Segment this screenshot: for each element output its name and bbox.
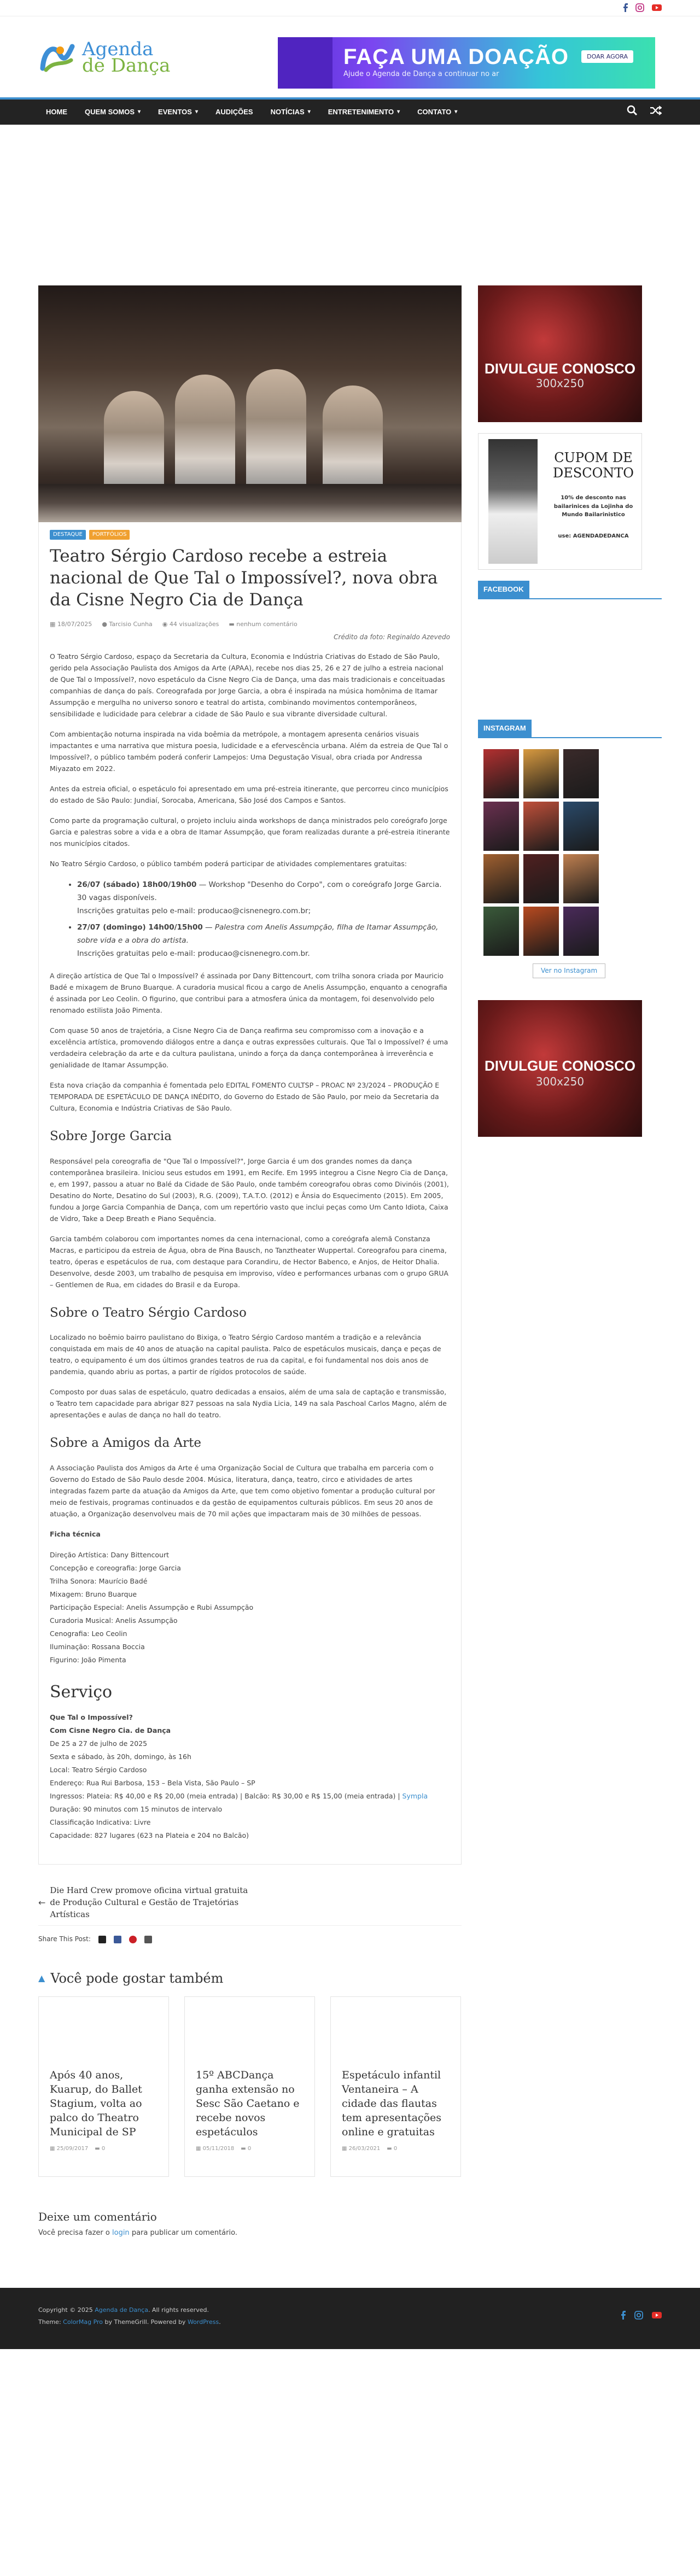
instagram-thumbnail[interactable] — [483, 802, 519, 851]
calendar-icon: ▦ 05/11/2018 — [196, 2145, 235, 2152]
post-title: Teatro Sérgio Cardoso recebe a estreia nacional de Que Tal o Impossível?, nova obra da Cisne Negro Cia de Dança — [50, 546, 438, 610]
nav-item-label: EVENTOS — [158, 107, 192, 116]
paragraph: A Associação Paulista dos Amigos da Arte é uma Organização Social de Cultura que trabalha em parceria com o Governo do Estado de São Paulo desde 2004. Música, literatura, dança, teatro, circo e atividades de artes integradas fazem parte da atuação da Amigos da Arte, que tem como objetivo fomentar a produção cultural por meio de festivais, programas continuados e da gestão de equipamentos culturais públicos. Em seus 20 anos de atuação, a Organização desenvolveu mais de 70 mil ações que impactaram mais de 30 milhões de pessoas. — [50, 1464, 435, 1518]
comment-icon: ▬ 0 — [387, 2145, 398, 2152]
related-post-meta — [196, 2145, 304, 2153]
paragraph: Responsável pela coreografia de "Que Tal o Impossível?", Jorge Garcia é um dos grandes nomes da dança contemporânea brasileira. Iniciou seus estudos em 1991, em Recife. Em 1995 integrou a Cisne Negro Cia de Dança, e, em 1997, passou a atuar no Balé da Cidade de São Paulo, onde também coreografou obras como Divinóis (2001), Desatino do Norte, Desatino do Sul (2003), R.G. (2009), T.A.T.O. (2012) e Ânsia do Esquecimento (2015). Em 2005, fundou a Jorge Garcia Companhia de Dança, com um repertório vasto que inclui peças como Um Canto Idiota, Caixa de Vidro, Take a Deep Breath e Piano Sequência. — [50, 1156, 449, 1223]
category-badge[interactable]: DESTAQUE — [50, 530, 86, 540]
photo-credit: Crédito da foto: Reginaldo Azevedo — [334, 633, 450, 641]
section-heading: Sobre Jorge Garcia — [50, 1129, 172, 1144]
article-body — [50, 651, 450, 1842]
facebook-icon[interactable] — [620, 2311, 626, 2320]
paragraph: A direção artística de Que Tal o Impossível? é assinada por Dany Bittencourt, com trilha sonora criada por Mauricio Badé e mixagem de Bruno Buarque. A curadoria musical ficou a cargo de Anelis Assumpção, enquanto a cenografia é assinada por Leo Ceolin. O figurino, que contribui para a atmosfera única da montagem, foi desenvolvido pelo renomado estilista João Pimenta. — [50, 972, 447, 1015]
service-line: Sexta e sábado, às 20h, domingo, às 16h — [50, 1752, 191, 1761]
credit-line: Trilha Sonora: Maurício Badé — [50, 1577, 148, 1586]
facebook-icon[interactable] — [622, 3, 628, 12]
post-author[interactable]: ● Tarcisio Cunha — [102, 620, 152, 629]
comment-section — [38, 2209, 462, 2239]
list-item: • 27/07 (domingo) 14h00/15h00 — Palestra com Anelis Assumpção, filha de Itamar Assumpção, sobre vida e a obra do artista. Inscrições gratuitas pelo e-mail: producao@cisnenegro.com.br. — [77, 921, 450, 960]
search-icon[interactable] — [627, 105, 638, 116]
credit-line: Participação Especial: Anelis Assumpção e Rubi Assumpção — [50, 1603, 254, 1612]
x-twitter-icon[interactable] — [98, 1936, 106, 1943]
instagram-thumbnail[interactable] — [483, 907, 519, 956]
facebook-widget-title: FACEBOOK — [478, 581, 662, 599]
user-icon: ● — [102, 620, 107, 628]
top-social-links — [622, 3, 662, 12]
previous-post-link[interactable]: ← Die Hard Crew promove oficina virtual gratuita de Produção Cultural e Gestão de Trajetórias Artísticas — [38, 1885, 248, 1919]
instagram-thumbnail[interactable] — [563, 802, 599, 851]
pinterest-icon[interactable] — [129, 1936, 137, 1943]
credit-line: Mixagem: Bruno Buarque — [50, 1590, 137, 1599]
nav-item[interactable] — [409, 107, 466, 118]
site-header — [0, 16, 700, 97]
paragraph: O Teatro Sérgio Cardoso, espaço da Secretaria da Cultura, Economia e Indústria Criativas do Estado de São Paulo, gerido pela Associação Paulista dos Amigos da Arte (APAA), recebe nos dias 25, 26 e 27 de julho a estreia nacional de Que Tal o Impossível?, novo espetáculo da Cisne Negro Cia de Dança, uma das mais tradicionais e conceituadas companhias de dança do país. Coreografada por Jorge Garcia, a obra é inspirada na música homônima de Itamar Assumpção e mergulha no universo sonoro e teatral do artista, combinando movimentos contemporâneos, sensibilidade e ludicidade para celebrar a cidade de São Paulo e sua vibrante diversidade cultural. — [50, 652, 445, 719]
paragraph: Como parte da programação cultural, o projeto incluiu ainda workshops de dança ministrados pelo coreógrafo Jorge Garcia e palestras sobre a vida e a obra de Itamar Assumpção, que foram realizadas durante a pré-estreia itinerante nos municípios citados. — [50, 816, 450, 848]
category-badge[interactable]: PORTFÓLIOS — [89, 530, 130, 540]
comment-login-text: Você precisa fazer o login para publicar um comentário. — [38, 2228, 237, 2237]
banner-title: FAÇA UMA DOAÇÃO — [343, 45, 569, 69]
facebook-share-icon[interactable] — [114, 1936, 121, 1943]
footer-copyright: Copyright © 2025 Agenda de Dança. All rights reserved. Theme: ColorMag Pro by ThemeGrill. Powered by WordPress. — [38, 2306, 221, 2326]
chevron-down-icon: ▾ — [307, 109, 311, 115]
ficha-title: Ficha técnica — [50, 1530, 101, 1539]
instagram-grid — [483, 749, 662, 956]
instagram-icon[interactable] — [634, 2311, 643, 2320]
post-date[interactable]: ▦ 18/07/2025 — [50, 620, 92, 629]
site-logo[interactable] — [38, 38, 170, 77]
main-navigation — [0, 97, 700, 125]
main-area — [38, 285, 662, 2239]
nav-item-label: AUDIÇÕES — [215, 107, 253, 116]
instagram-thumbnail[interactable] — [563, 854, 599, 903]
youtube-icon[interactable] — [652, 2311, 662, 2320]
sidebar — [478, 285, 662, 2239]
wordpress-link[interactable]: WordPress — [187, 2318, 219, 2326]
paragraph: Garcia também colaborou com importantes nomes da cena internacional, como a coreógrafa alemã Constanza Macras, e participou da estreia de Água, obra de Pina Bausch, no Tanztheater Wuppertal. Coreografou para cinema, teatro, óperas e espetáculos de rua, com destaque para Corandiru, de Hector Babenco, e Anjos, de Heitor Dhalia. Desenvolve, desde 2003, um trabalho de pesquisa em improviso, vídeo e performances urbanas com o grupo GRUA – Gentlemen de Rua, em cidades do Brasil e da Europa. — [50, 1234, 448, 1289]
theme-link[interactable]: ColorMag Pro — [63, 2318, 103, 2326]
instagram-thumbnail[interactable] — [563, 749, 599, 798]
login-link[interactable]: login — [112, 2228, 130, 2237]
credit-line: Figurino: João Pimenta — [50, 1656, 126, 1664]
instagram-thumbnail[interactable] — [483, 854, 519, 903]
paragraph: Antes da estreia oficial, o espetáculo foi apresentado em uma pré-estreia itinerante, que percorreu cinco municípios do estado de São Paulo: Jundiaí, Sorocaba, Americana, São José dos Campos e Santos. — [50, 785, 448, 805]
banner-subtitle: Ajude o Agenda de Dança a continuar no ar — [343, 70, 499, 78]
logo-mark-icon — [38, 38, 77, 77]
service-line: De 25 a 27 de julho de 2025 — [50, 1739, 148, 1748]
service-line: Local: Teatro Sérgio Cardoso — [50, 1765, 147, 1774]
chevron-down-icon: ▾ — [138, 109, 141, 115]
post-comments[interactable]: ▬ nenhum comentário — [229, 620, 297, 629]
banner-graphic — [278, 37, 332, 89]
related-post-card[interactable] — [330, 1996, 461, 2177]
donate-button[interactable]: DOAR AGORA — [581, 50, 633, 63]
eye-icon: ◉ — [162, 620, 168, 628]
post-meta — [50, 620, 450, 629]
nav-item[interactable] — [262, 107, 319, 118]
credit-line: Curadoria Musical: Anelis Assumpção — [50, 1616, 178, 1625]
section-heading: Sobre o Teatro Sérgio Cardoso — [50, 1305, 247, 1320]
nav-item[interactable] — [149, 107, 207, 118]
comment-title: Deixe um comentário — [38, 2210, 157, 2223]
paragraph: Com ambientação noturna inspirada na vida boêmia da metrópole, a montagem apresenta cenários visuais impactantes e uma narrativa que mistura poesia, ludicidade e a efervescência urbana. Além da estreia de Que Tal o Impossível?, o público também poderá conferir Lampejos: Uma Degustação Visual, obra criada por Andressa Miyazato em 2022. — [50, 730, 448, 773]
sympla-link[interactable]: Sympla — [402, 1791, 428, 1800]
footer-site-link[interactable]: Agenda de Dança — [95, 2306, 148, 2314]
facebook-widget — [478, 610, 662, 720]
nav-item-label: ENTRETENIMENTO — [328, 107, 394, 116]
top-bar — [0, 0, 700, 16]
nav-menu — [38, 100, 662, 125]
donation-banner[interactable] — [278, 37, 655, 89]
related-post-title[interactable]: Espetáculo infantil Ventaneira – A cidade das flautas tem apresentações online e gratuitas — [342, 2069, 442, 2138]
related-grid — [38, 1996, 462, 2177]
instagram-widget-title: INSTAGRAM — [478, 720, 662, 738]
instagram-follow-button[interactable]: Ver no Instagram — [533, 963, 605, 978]
youtube-icon[interactable] — [652, 3, 662, 12]
instagram-thumbnail[interactable] — [563, 907, 599, 956]
footer-social — [620, 2311, 662, 2320]
related-post-card[interactable] — [184, 1996, 315, 2177]
nav-tools — [627, 105, 662, 116]
paragraph: No Teatro Sérgio Cardoso, o público também poderá participar de atividades complementares gratuitas: — [50, 860, 407, 868]
chevron-down-icon: ▾ — [397, 109, 400, 115]
share-bar — [38, 1926, 462, 1953]
thumbs-up-icon: ▲ — [38, 1972, 45, 1983]
nav-item[interactable] — [38, 107, 76, 118]
paragraph: Com quase 50 anos de trajetória, a Cisne Negro Cia de Dança reafirma seu compromisso com a inovação e a excelência artística, promovendo diálogos entre a dança e outras expressões culturais. Que Tal o Impossível? é uma verdadeira celebração da arte e da cultura paulistana, unindo a força da dança contemporânea à irreverência e genialidade de Itamar Assumpção. — [50, 1026, 448, 1070]
paragraph: Esta nova criação da companhia é fomentada pelo EDITAL FOMENTO CULTSP – PROAC Nº 23/2024 – PRODUÇÃO E TEMPORADA DE ESPETÁCULO DE DANÇA INÉDITO, do Governo do Estado de São Paulo, por meio da Secretaria da Cultura, Economia e Indústria Criativas de São Paulo. — [50, 1081, 440, 1113]
related-post-title[interactable]: Após 40 anos, Kuarup, do Ballet Stagium, volta ao palco do Theatro Municipal de SP — [50, 2069, 142, 2138]
related-title: Você pode gostar também — [50, 1970, 224, 1986]
post-views: ◉ 44 visualizações — [162, 620, 219, 629]
arrow-left-icon: ← — [38, 1897, 46, 1908]
chevron-down-icon: ▾ — [454, 109, 458, 115]
email-share-icon[interactable] — [144, 1936, 152, 1943]
credit-line: Concepção e coreografia: Jorge Garcia — [50, 1564, 181, 1573]
post-navigation — [38, 1865, 462, 1926]
related-post-card[interactable] — [38, 1996, 169, 2177]
related-post-meta — [50, 2145, 158, 2153]
credits-list — [50, 1549, 450, 1667]
related-post-title[interactable]: 15º ABCDança ganha extensão no Sesc São Caetano e recebe novos espetáculos — [196, 2069, 300, 2138]
service-line: Endereço: Rua Rui Barbosa, 153 – Bela Vista, São Paulo – SP — [50, 1778, 255, 1787]
nav-item-label: QUEM SOMOS — [85, 107, 135, 116]
comment-icon: ▬ 0 — [241, 2145, 252, 2152]
nav-item[interactable] — [319, 107, 409, 118]
instagram-icon[interactable] — [635, 3, 644, 12]
calendar-icon: ▦ 26/03/2021 — [342, 2145, 381, 2152]
related-post-meta — [342, 2145, 450, 2153]
comment-icon: ▬ 0 — [95, 2145, 106, 2152]
credit-line: Cenografia: Leo Ceolin — [50, 1629, 127, 1638]
random-post-icon[interactable] — [650, 105, 662, 116]
section-heading: Sobre a Amigos da Arte — [50, 1436, 201, 1451]
related-thumbnail — [196, 1997, 304, 2068]
instagram-thumbnail[interactable] — [523, 749, 559, 798]
service-line: Duração: 90 minutos com 15 minutos de intervalo — [50, 1804, 223, 1813]
comment-icon: ▬ — [229, 620, 235, 628]
site-footer — [0, 2288, 700, 2349]
credit-line: Iluminação: Rossana Boccia — [50, 1643, 145, 1651]
paragraph: Localizado no boêmio bairro paulistano do Bixiga, o Teatro Sérgio Cardoso mantém a tradição e a relevância conquistada em mais de 40 anos de atuação na capital paulista. Palco de espetáculos musicais, dança e peças de teatro, o equipamento é um dos últimos grandes teatros de rua da capital, e foi fundamental nos dois anos de pandemia, quando abriu as portas, a partir de rígidos protocolos de saúde. — [50, 1333, 441, 1376]
nav-item-label: NOTÍCIAS — [270, 107, 305, 116]
nav-item[interactable] — [76, 107, 149, 118]
instagram-thumbnail[interactable] — [523, 802, 559, 851]
sidebar-ad-1[interactable]: DIVULGUE CONOSCO 300x250 — [478, 285, 642, 422]
nav-item-label: HOME — [46, 107, 67, 116]
related-thumbnail — [342, 1997, 450, 2068]
service-line: Classificação Indicativa: Livre — [50, 1818, 151, 1826]
category-badges — [50, 530, 450, 540]
sidebar-ad-coupon[interactable]: CUPOM DE DESCONTO 10% de desconto nas bailarinices da Lojinha do Mundo Bailarinistico use: AGENDADEDANCA — [478, 433, 642, 570]
nav-item[interactable] — [207, 107, 262, 118]
calendar-icon: ▦ — [50, 620, 56, 628]
service-info: Que Tal o Impossível? Com Cisne Negro Cia. de Dança De 25 a 27 de julho de 2025 Sexta e sábado, às 20h, domingo, às 16h Local: Teatro Sérgio Cardoso Endereço: Rua Rui Barbosa, 153 – Bela Vista, São Paulo – SP Ingressos: Plateia: R$ 40,00 e R$ 20,00 (meia entrada) | Balcão: R$ 30,00 e R$ 15,00 (meia entrada) | Sympla Duração: 90 minutos com 15 minutos de intervalo Classificação Indicativa: Livre Capacidade: 827 lugares (623 na Plateia e 204 no Balcão) — [50, 1711, 450, 1842]
credit-line: Direção Artística: Dany Bittencourt — [50, 1551, 169, 1559]
featured-image — [38, 285, 462, 522]
paragraph: Composto por duas salas de espetáculo, quatro dedicadas a ensaios, além de uma sala de captação e transmissão, o Teatro tem capacidade para abrigar 827 pessoas na sala Nydia Licia, 149 na sala Paschoal Carlos Magno, além de apresentações e aulas de dança no hall do teatro. — [50, 1388, 447, 1420]
sidebar-ad-2[interactable]: DIVULGUE CONOSCO 300x250 — [478, 1000, 642, 1137]
related-thumbnail — [50, 1997, 158, 2068]
share-label: Share This Post: — [38, 1935, 91, 1943]
list-item: • 26/07 (sábado) 18h00/19h00 — Workshop "Desenho do Corpo", com o coreógrafo Jorge Garcia. 30 vagas disponíveis. Inscrições gratuitas pelo e-mail: producao@cisnenegro.com.br; — [77, 878, 450, 918]
article-card — [38, 522, 462, 1865]
instagram-thumbnail[interactable] — [483, 749, 519, 798]
ad-space — [0, 125, 700, 285]
chevron-down-icon: ▾ — [195, 109, 198, 115]
nav-item-label: CONTATO — [417, 107, 452, 116]
calendar-icon: ▦ 25/09/2017 — [50, 2145, 89, 2152]
service-heading: Serviço — [50, 1683, 113, 1702]
instagram-thumbnail[interactable] — [523, 907, 559, 956]
related-posts — [38, 1968, 462, 2177]
activities-list — [77, 878, 450, 960]
instagram-thumbnail[interactable] — [523, 854, 559, 903]
service-line: Capacidade: 827 lugares (623 na Plateia e 204 no Balcão) — [50, 1831, 249, 1839]
article-column — [38, 285, 462, 2239]
logo-text: Agenda de Dança — [82, 38, 171, 77]
